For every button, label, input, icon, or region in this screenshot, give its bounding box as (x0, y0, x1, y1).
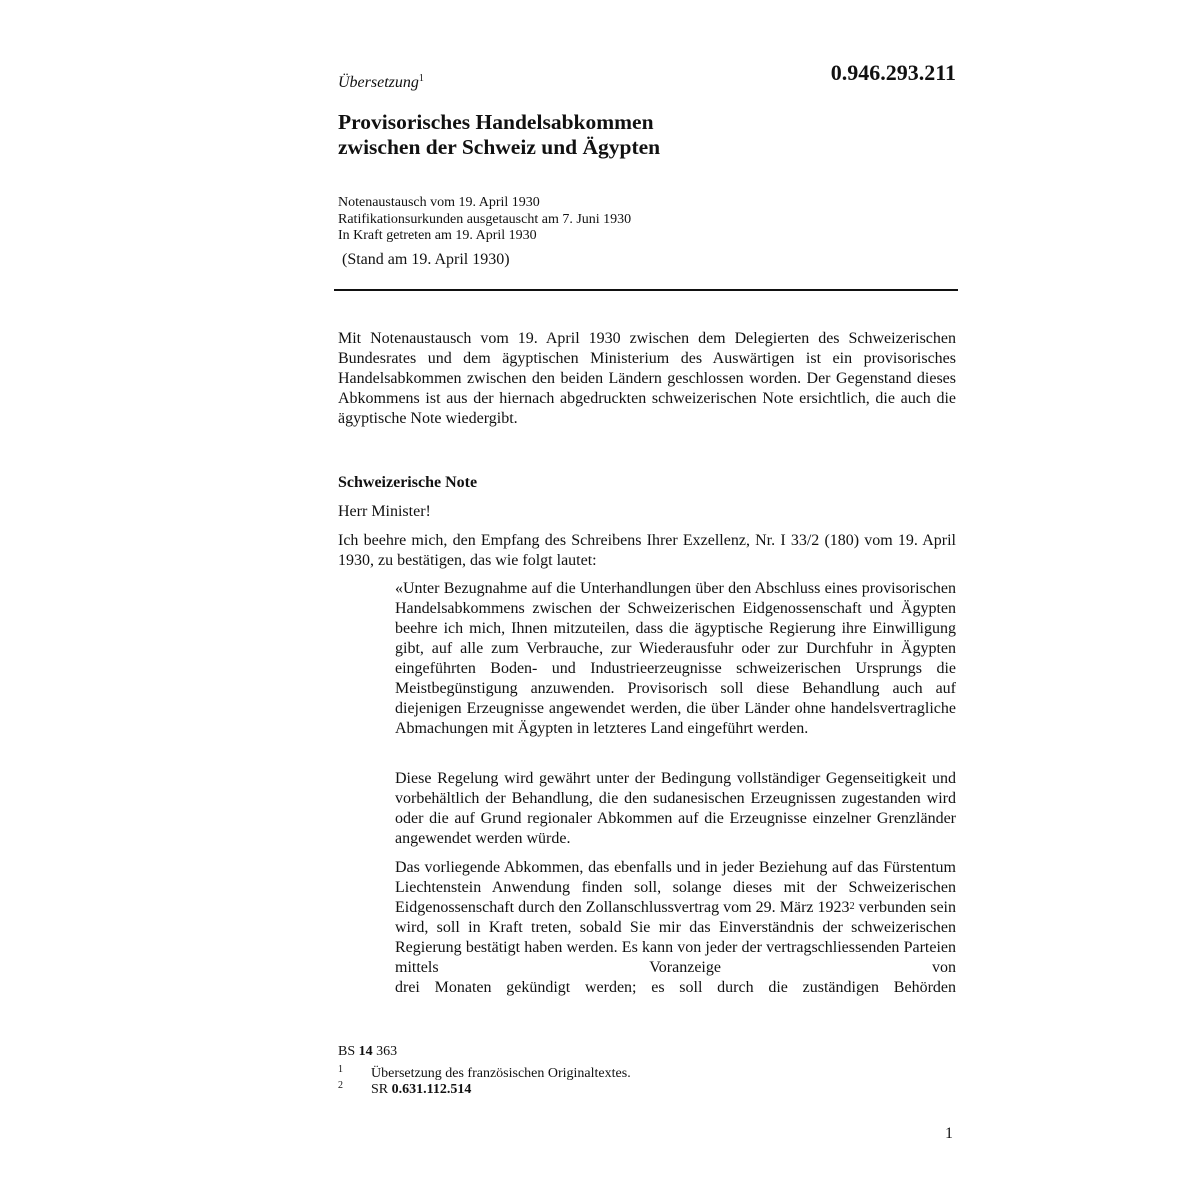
footnote-2-prefix: SR (371, 1082, 392, 1097)
meta-ratification: Ratifikationsurkunden ausgetauscht am 7. Juni 1930 (338, 211, 632, 227)
intro-paragraph: Mit Notenaustausch vom 19. April 1930 zwischen dem Delegierten des Schweizerischen Bundesrates und dem ägyptischen Ministerium des Auswärtigen ist ein provisorisches Handelsabkommen zwischen den beiden Ländern geschlossen worden. Der Gegenstand dieses Abkommens ist aus der hiernach abgedruckten schweizerischen Note ersichtlich, die auch die ägyptische Note wiedergibt. (338, 330, 956, 427)
note-heading: Schweizerische Note (338, 474, 478, 491)
title-line-1: Provisorisches Handelsabkommen (338, 110, 654, 134)
quoted-paragraph-3-text-b: verbunden sein wird, soll in Kraft treten, sobald Sie mir das Einverständnis der schweizerischen Regierung bestätigt haben werden. Es kann von jeder der vertragschliessenden Parteien mittels Voranzeige von (395, 899, 956, 976)
quoted-paragraph-3 (395, 858, 956, 978)
meta-exchange: Notenaustausch vom 19. April 1930 (338, 195, 540, 210)
bs-page: 363 (372, 1044, 398, 1059)
quoted-paragraph-1: «Unter Bezugnahme auf die Unterhandlungen über den Abschluss eines provisorischen Handelsabkommens zwischen der Schweizerischen Eidgenossenschaft und Ägypten beehre ich mich, Ihnen mitzuteilen, dass die ägyptische Regierung ihre Einwilligung gibt, auf alle zum Verbrauche, zur Wiederausfuhr oder zur Durchfuhr in Ägypten eingeführten Boden- und Industrieerzeugnisse schweizerischen Ursprungs die Meistbegünstigung anzuwenden. Provisorisch soll diese Behandlung auch auf diejenigen Erzeugnisse angewendet werden, die über Länder ohne handelsvertragliche Abmachungen mit Ägypten in letzteres Land eingeführt werden. (395, 580, 956, 737)
footnote-2-text (371, 1082, 471, 1098)
acknowledgement-paragraph: Ich beehre mich, den Empfang des Schreibens Ihrer Exzellenz, Nr. I 33/2 (180) vom 19. April 1930, zu bestätigen, das wie folgt lautet: (338, 532, 956, 569)
quoted-paragraph-3-continuation: drei Monaten gekündigt werden; es soll durch die zuständigen Behörden (395, 979, 956, 996)
quoted-paragraph-3-text-a: Das vorliegende Abkommen, das ebenfalls und in jeder Beziehung auf das Fürstentum Liechtenstein Anwendung finden soll, solange dieses mit der Schweizerischen Eidgenossenschaft durch den Zollanschlussvertrag vom 29. März 1923 (395, 859, 956, 916)
meta-in-force: In Kraft getreten am 19. April 1930 (338, 228, 537, 243)
sr-number: 0.946.293.211 (830, 60, 956, 85)
footnote-2-number: 2 (338, 1080, 343, 1091)
footnote-2-sr-link[interactable]: 0.631.112.514 (391, 1082, 472, 1097)
status-date: (Stand am 19. April 1930) (342, 251, 510, 268)
document-metadata (338, 195, 631, 245)
header-divider (334, 289, 958, 291)
footnote-1-number: 1 (338, 1064, 343, 1075)
document-title (338, 110, 660, 160)
footnote-ref-2[interactable]: 2 (849, 901, 855, 912)
footnote-1-text: Übersetzung des französischen Originaltextes. (371, 1066, 631, 1081)
page-number: 1 (945, 1125, 953, 1142)
translation-label (338, 74, 424, 92)
salutation: Herr Minister! (338, 503, 431, 520)
footnote-ref-1[interactable]: 1 (418, 73, 424, 84)
translation-label-text: Übersetzung (338, 74, 419, 91)
title-line-2: zwischen der Schweiz und Ägypten (338, 135, 661, 159)
quoted-paragraph-2: Diese Regelung wird gewährt unter der Bedingung vollständiger Gegenseitigkeit und vorbehältlich der Behandlung, die den sudanesischen Erzeugnissen zugestanden wird oder die auf Grund regionaler Abkommen auf die Erzeugnisse einzelner Grenzländer angewendet werden würde. (395, 770, 956, 847)
bs-volume: 14 (358, 1044, 373, 1059)
bs-prefix: BS (338, 1044, 359, 1059)
bs-reference (338, 1044, 397, 1060)
